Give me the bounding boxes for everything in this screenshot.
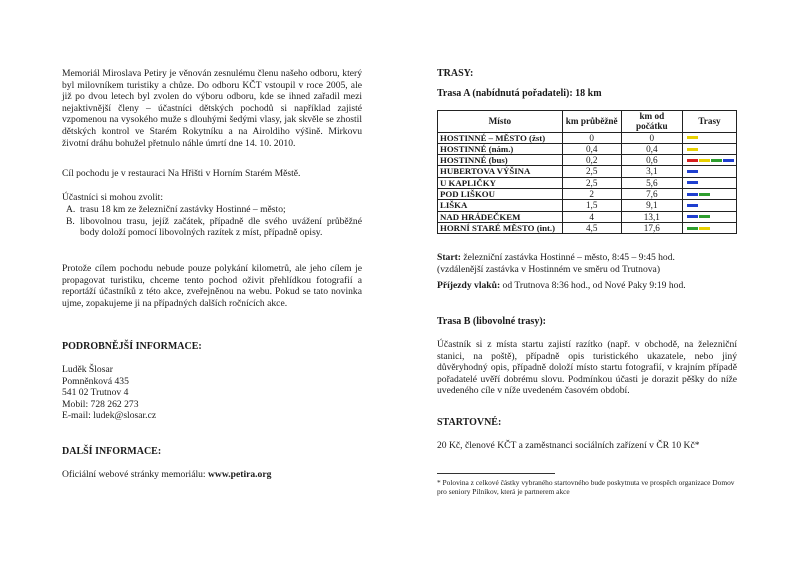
table-row (438, 222, 737, 233)
route-mark-green (699, 215, 710, 218)
trains-line (437, 280, 737, 292)
options-list (62, 204, 362, 239)
route-mark-blue (687, 181, 698, 184)
route-mark-yellow (699, 159, 710, 162)
cell-routes (683, 200, 737, 211)
route-marks (685, 159, 734, 162)
route-mark-green (687, 227, 698, 230)
route-mark-yellow (687, 136, 698, 139)
option-b (66, 215, 362, 239)
cell-place: NAD HRÁDEČKEM (438, 211, 563, 222)
table-header-row (438, 111, 737, 133)
cell-place: LIŠKA (438, 200, 563, 211)
fees-heading: STARTOVNÉ: (437, 417, 502, 428)
header-km: km průběžně (562, 111, 621, 133)
table-row (438, 200, 737, 211)
cell-total: 0,4 (621, 143, 682, 154)
other-info-heading: DALŠÍ INFORMACE: (62, 446, 162, 457)
table-row (438, 143, 737, 154)
route-mark-yellow (687, 148, 698, 151)
goal-text: Cíl pochodu je v restauraci Na Hřišti v Horním Starém Městě. (62, 168, 301, 179)
contact-city: 541 02 Trutnov 4 (62, 387, 129, 399)
route-marks (685, 193, 734, 196)
cell-total: 0 (621, 132, 682, 143)
cell-routes (683, 189, 737, 200)
footnote: * Polovina z celkové částky vybraného startovného bude poskytnuta ve prospěch organizace Domov pro seniory Pilníkov, která je partnerem akce (437, 478, 735, 497)
intro-paragraph: Memoriál Miroslava Petiry je věnován zesnulému členu našeho odboru, který byl milovníkem turistiky a chůze. Do odboru KČT vstoupil v roce 2005, ale již po dvou letech byl zvolen do výboru odboru, kde se ihned zařadil mezi nejaktivnější členy – účastníci dětských pochodů si například zajisté vzpomenou na vysokého muže s dlouhými šedými vlasy, jak skvěle se zhostil dětských kontrol ve Starém Rokytníku a na Airoldiho výšině. Mirkovu životní dráhu bohužel přetnulo náhle úmrtí dne 14. 10. 2010. (62, 68, 362, 149)
cell-routes (683, 155, 737, 166)
fees-text: 20 Kč, členové KČT a zaměstnanci sociálních zařízení v ČR 10 Kč* (437, 440, 700, 451)
cell-place: HUBERTOVA VÝŠINA (438, 166, 563, 177)
cell-routes (683, 222, 737, 233)
route-mark-blue (723, 159, 734, 162)
start-text: železniční zastávka Hostinné – město, 8:45 – 9:45 hod. (460, 252, 675, 263)
cell-total: 3,1 (621, 166, 682, 177)
route-mark-green (699, 193, 710, 196)
table-row (438, 132, 737, 143)
route-mark-green (711, 159, 722, 162)
route-a-title: Trasa A (nabídnutá pořadateli): 18 km (437, 88, 602, 99)
cell-place: HOSTINNÉ – MĚSTO (žst) (438, 132, 563, 143)
option-text: libovolnou trasu, jejíž začátek, případně dle svého uvážení průběžné body doloží pomocí libovolných razítek z míst, případně opisy. (80, 215, 362, 239)
cell-routes (683, 166, 737, 177)
table-row (438, 166, 737, 177)
cell-routes (683, 177, 737, 188)
route-marks (685, 181, 734, 184)
cell-routes (683, 143, 737, 154)
option-marker: B. (66, 215, 75, 227)
cell-km: 0,2 (562, 155, 621, 166)
cell-total: 0,6 (621, 155, 682, 166)
more-info-heading: PODROBNĚJŠÍ INFORMACE: (62, 341, 202, 352)
table-row (438, 177, 737, 188)
cell-place: POD LIŠKOU (438, 189, 563, 200)
cell-routes (683, 211, 737, 222)
contact-email[interactable]: E-mail: ludek@slosar.cz (62, 410, 157, 422)
route-marks (685, 227, 734, 230)
route-b-text: Účastník si z místa startu zajistí razítko (např. v obchodě, na železniční stanici, na poště), případně opis turistického ukazatele, nebo jiný důvěryhodný opis, případně doloží místo startu fotografií, v krajním případě pořadatelé uvěří dobrému slovu. Podmínkou účasti je dorazit pěšky do níže uvedeného cíle v níže uvedeném časovém období. (437, 339, 737, 397)
route-table (437, 110, 737, 234)
cell-km: 2,5 (562, 177, 621, 188)
trains-text: od Trutnova 8:36 hod., od Nové Paky 9:19 hod. (500, 280, 686, 291)
cell-total: 13,1 (621, 211, 682, 222)
route-mark-blue (687, 204, 698, 207)
route-marks (685, 215, 734, 218)
cell-place: U KAPLIČKY (438, 177, 563, 188)
cell-km: 1,5 (562, 200, 621, 211)
contact-name: Luděk Šlosar (62, 364, 113, 375)
table-body (438, 132, 737, 234)
table-row (438, 211, 737, 222)
contact-block (62, 364, 156, 422)
contact-street: Pomněnková 435 (62, 375, 129, 387)
route-marks (685, 204, 734, 207)
cell-total: 9,1 (621, 200, 682, 211)
web-text: Oficiální webové stránky memoriálu: (62, 469, 208, 480)
option-text: trasu 18 km ze železniční zastávky Hostinné – město; (80, 204, 286, 215)
cell-total: 7,6 (621, 189, 682, 200)
cell-km: 4 (562, 211, 621, 222)
cell-km: 0 (562, 132, 621, 143)
header-total: km od počátku (621, 111, 682, 133)
footnote-divider (437, 473, 555, 474)
route-marks (685, 148, 734, 151)
cell-routes (683, 132, 737, 143)
header-place: Místo (438, 111, 563, 133)
cell-km: 2 (562, 189, 621, 200)
option-marker: A. (66, 204, 76, 215)
cell-place: HORNÍ STARÉ MĚSTO (int.) (438, 222, 563, 233)
cell-km: 2,5 (562, 166, 621, 177)
start-line (437, 252, 737, 264)
start-sub: (vzdálenější zastávka v Hostinném ve směru od Trutnova) (437, 264, 661, 275)
route-mark-blue (687, 170, 698, 173)
cell-total: 5,6 (621, 177, 682, 188)
route-mark-blue (687, 193, 698, 196)
option-a (66, 204, 362, 216)
options-intro: Účastníci si mohou zvolit: (62, 192, 163, 203)
route-mark-yellow (699, 227, 710, 230)
trains-label: Příjezdy vlaků: (437, 280, 501, 291)
web-link[interactable]: www.petira.org (208, 469, 272, 480)
note-paragraph: Protože cílem pochodu nebude pouze polykání kilometrů, ale jeho cílem je propagovat turistiku, chceme tento pochod oživit přehlídkou fotografií a reportáží účastníků z této akce, zveřejněnou na webu. Pokud se tato novinka ujme, zopakujeme ji na případných dalších ročnících akce. (62, 263, 362, 309)
route-mark-red (687, 159, 698, 162)
cell-place: HOSTINNÉ (bus) (438, 155, 563, 166)
route-marks (685, 170, 734, 173)
route-mark-blue (687, 215, 698, 218)
start-label: Start: (437, 252, 461, 263)
cell-place: HOSTINNÉ (nám.) (438, 143, 563, 154)
table-row (438, 155, 737, 166)
cell-km: 4,5 (562, 222, 621, 233)
header-routes: Trasy (683, 111, 737, 133)
route-marks (685, 136, 734, 139)
route-b-title: Trasa B (libovolné trasy): (437, 316, 546, 327)
cell-km: 0,4 (562, 143, 621, 154)
web-line (62, 469, 362, 481)
routes-heading: TRASY: (437, 68, 474, 79)
contact-mobile: Mobil: 728 262 273 (62, 398, 139, 410)
cell-total: 17,6 (621, 222, 682, 233)
table-row (438, 189, 737, 200)
